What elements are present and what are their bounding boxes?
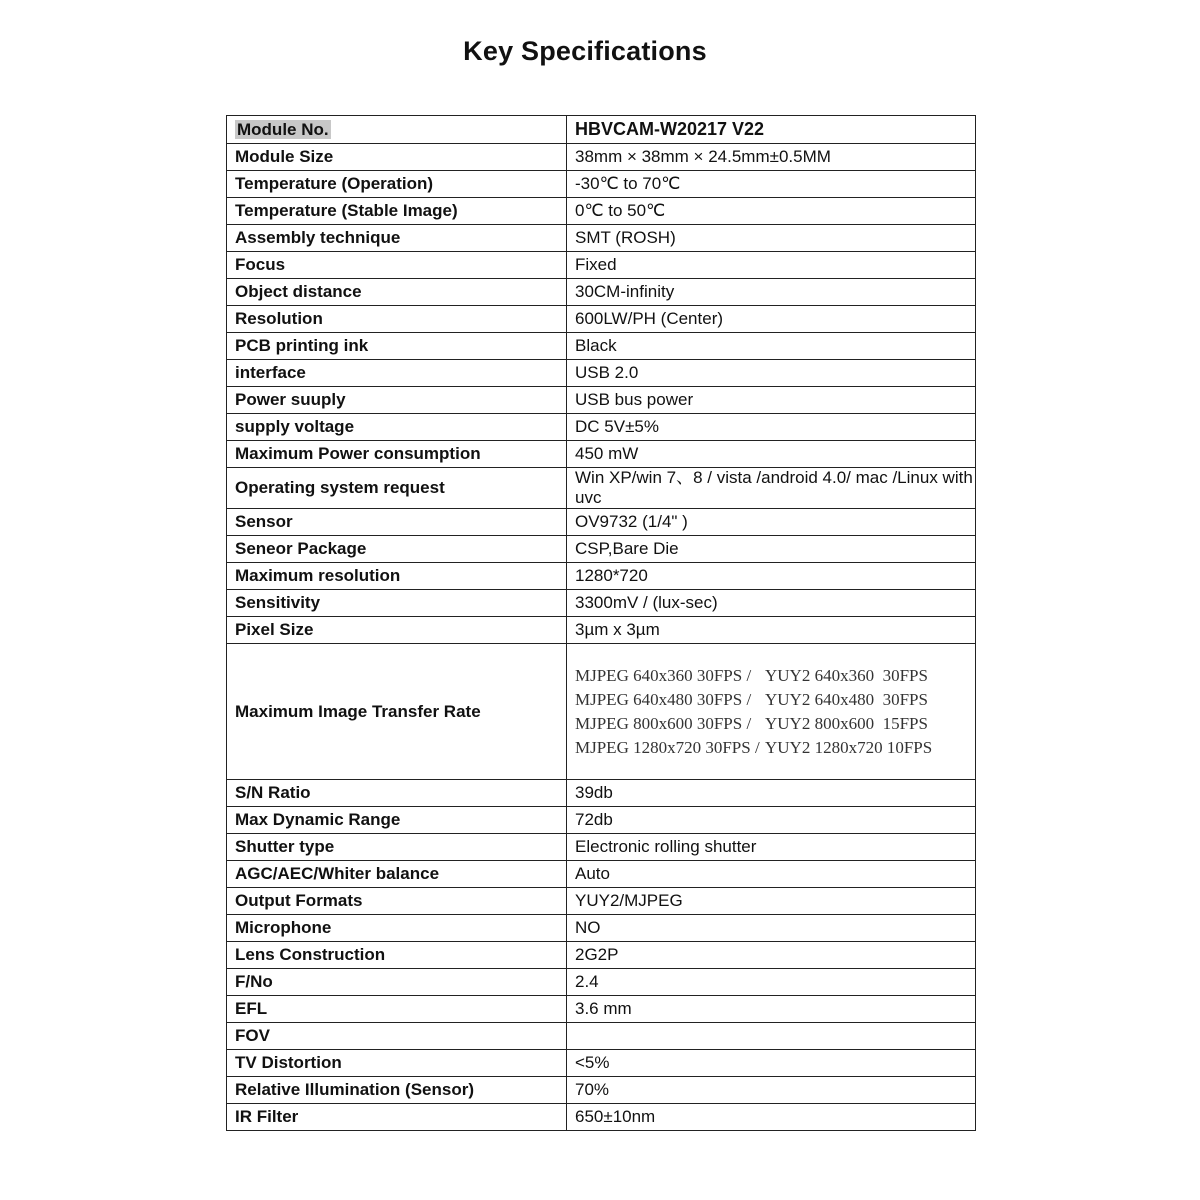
page-title: Key Specifications — [463, 36, 707, 66]
spec-label: Assembly technique — [227, 225, 567, 252]
spec-value: Auto — [567, 861, 976, 888]
spec-label: Temperature (Stable Image) — [227, 198, 567, 225]
spec-label: Focus — [227, 252, 567, 279]
spec-label: Output Formats — [227, 888, 567, 915]
table-row — [227, 861, 976, 888]
spec-label: Max Dynamic Range — [227, 807, 567, 834]
table-row — [227, 590, 976, 617]
table-row — [227, 387, 976, 414]
spec-value: 3300mV / (lux-sec) — [567, 590, 976, 617]
yuy2-rate: YUY2 1280x720 10FPS — [765, 737, 933, 757]
mjpeg-rate: MJPEG 640x360 30FPS / — [575, 665, 752, 685]
spec-label: Module Size — [227, 144, 567, 171]
table-row — [227, 536, 976, 563]
spec-value: HBVCAM-W20217 V22 — [567, 116, 976, 144]
yuy2-rate: YUY2 640x480 30FPS — [765, 689, 928, 709]
mjpeg-rate: MJPEG 800x600 30FPS / — [575, 713, 752, 733]
table-row — [227, 1104, 976, 1131]
spec-label: Operating system request — [227, 468, 567, 509]
table-row-header — [227, 116, 976, 144]
table-row — [227, 171, 976, 198]
spec-value: -30℃ to 70℃ — [567, 171, 976, 198]
table-row — [227, 252, 976, 279]
transfer-rate-line — [575, 736, 975, 760]
spec-label: S/N Ratio — [227, 780, 567, 807]
spec-value: Fixed — [567, 252, 976, 279]
spec-label: Maximum Image Transfer Rate — [227, 644, 567, 780]
table-row — [227, 1023, 976, 1050]
transfer-rate-line — [575, 664, 975, 688]
spec-value: USB bus power — [567, 387, 976, 414]
table-row — [227, 198, 976, 225]
spec-label: EFL — [227, 996, 567, 1023]
spec-value: 70% — [567, 1077, 976, 1104]
spec-value: 2G2P — [567, 942, 976, 969]
table-row — [227, 969, 976, 996]
spec-value: NO — [567, 915, 976, 942]
spec-label: Object distance — [227, 279, 567, 306]
spec-label: IR Filter — [227, 1104, 567, 1131]
transfer-rate-line — [575, 712, 975, 736]
table-row — [227, 144, 976, 171]
spec-value: 30CM-infinity — [567, 279, 976, 306]
table-row — [227, 468, 976, 509]
spec-value: 39db — [567, 780, 976, 807]
spec-value: YUY2/MJPEG — [567, 888, 976, 915]
spec-label: FOV — [227, 1023, 567, 1050]
table-row — [227, 225, 976, 252]
spec-value: Win XP/win 7、8 / vista /android 4.0/ mac /Linux with uvc — [567, 468, 976, 509]
table-row — [227, 780, 976, 807]
table-row — [227, 888, 976, 915]
spec-label: supply voltage — [227, 414, 567, 441]
table-row — [227, 834, 976, 861]
table-row-transfer-rate — [227, 644, 976, 780]
module-no-label: Module No. — [237, 119, 329, 139]
spec-label: Maximum resolution — [227, 563, 567, 590]
spec-value: 2.4 — [567, 969, 976, 996]
spec-label: Relative Illumination (Sensor) — [227, 1077, 567, 1104]
spec-value: 450 mW — [567, 441, 976, 468]
spec-value: SMT (ROSH) — [567, 225, 976, 252]
spec-label: PCB printing ink — [227, 333, 567, 360]
spec-value: 1280*720 — [567, 563, 976, 590]
table-row — [227, 1077, 976, 1104]
yuy2-rate: YUY2 640x360 30FPS — [765, 665, 928, 685]
spec-label: Maximum Power consumption — [227, 441, 567, 468]
spec-label: Resolution — [227, 306, 567, 333]
transfer-rate-line — [575, 688, 975, 712]
spec-label: interface — [227, 360, 567, 387]
table-row — [227, 1050, 976, 1077]
transfer-rate-list — [567, 644, 976, 780]
table-row — [227, 617, 976, 644]
table-row — [227, 563, 976, 590]
spec-label: Power suuply — [227, 387, 567, 414]
spec-label: Lens Construction — [227, 942, 567, 969]
spec-value: 650±10nm — [567, 1104, 976, 1131]
spec-table — [226, 115, 976, 1131]
table-row — [227, 414, 976, 441]
spec-label: Sensor — [227, 509, 567, 536]
spec-value: <5% — [567, 1050, 976, 1077]
spec-label: Microphone — [227, 915, 567, 942]
table-row — [227, 360, 976, 387]
spec-label: AGC/AEC/Whiter balance — [227, 861, 567, 888]
table-row — [227, 915, 976, 942]
spec-label — [227, 116, 567, 144]
spec-label: Shutter type — [227, 834, 567, 861]
spec-value: 38mm × 38mm × 24.5mm±0.5MM — [567, 144, 976, 171]
mjpeg-rate: MJPEG 640x480 30FPS / — [575, 689, 752, 709]
spec-label: Sensitivity — [227, 590, 567, 617]
spec-value: OV9732 (1/4" ) — [567, 509, 976, 536]
spec-value: 3.6 mm — [567, 996, 976, 1023]
yuy2-rate: YUY2 800x600 15FPS — [765, 713, 928, 733]
spec-value — [567, 1023, 976, 1050]
table-row — [227, 807, 976, 834]
table-row — [227, 996, 976, 1023]
spec-value: Electronic rolling shutter — [567, 834, 976, 861]
spec-value: 0℃ to 50℃ — [567, 198, 976, 225]
spec-value: 600LW/PH (Center) — [567, 306, 976, 333]
spec-label: F/No — [227, 969, 567, 996]
spec-value: USB 2.0 — [567, 360, 976, 387]
spec-label: Seneor Package — [227, 536, 567, 563]
table-row — [227, 942, 976, 969]
table-row — [227, 509, 976, 536]
mjpeg-rate: MJPEG 1280x720 30FPS / — [575, 737, 760, 757]
spec-value: CSP,Bare Die — [567, 536, 976, 563]
table-row — [227, 333, 976, 360]
spec-label: Pixel Size — [227, 617, 567, 644]
table-row — [227, 306, 976, 333]
spec-value: 72db — [567, 807, 976, 834]
spec-label: Temperature (Operation) — [227, 171, 567, 198]
spec-value: Black — [567, 333, 976, 360]
spec-label: TV Distortion — [227, 1050, 567, 1077]
table-row — [227, 279, 976, 306]
spec-value: DC 5V±5% — [567, 414, 976, 441]
table-row — [227, 441, 976, 468]
spec-value: 3µm x 3µm — [567, 617, 976, 644]
